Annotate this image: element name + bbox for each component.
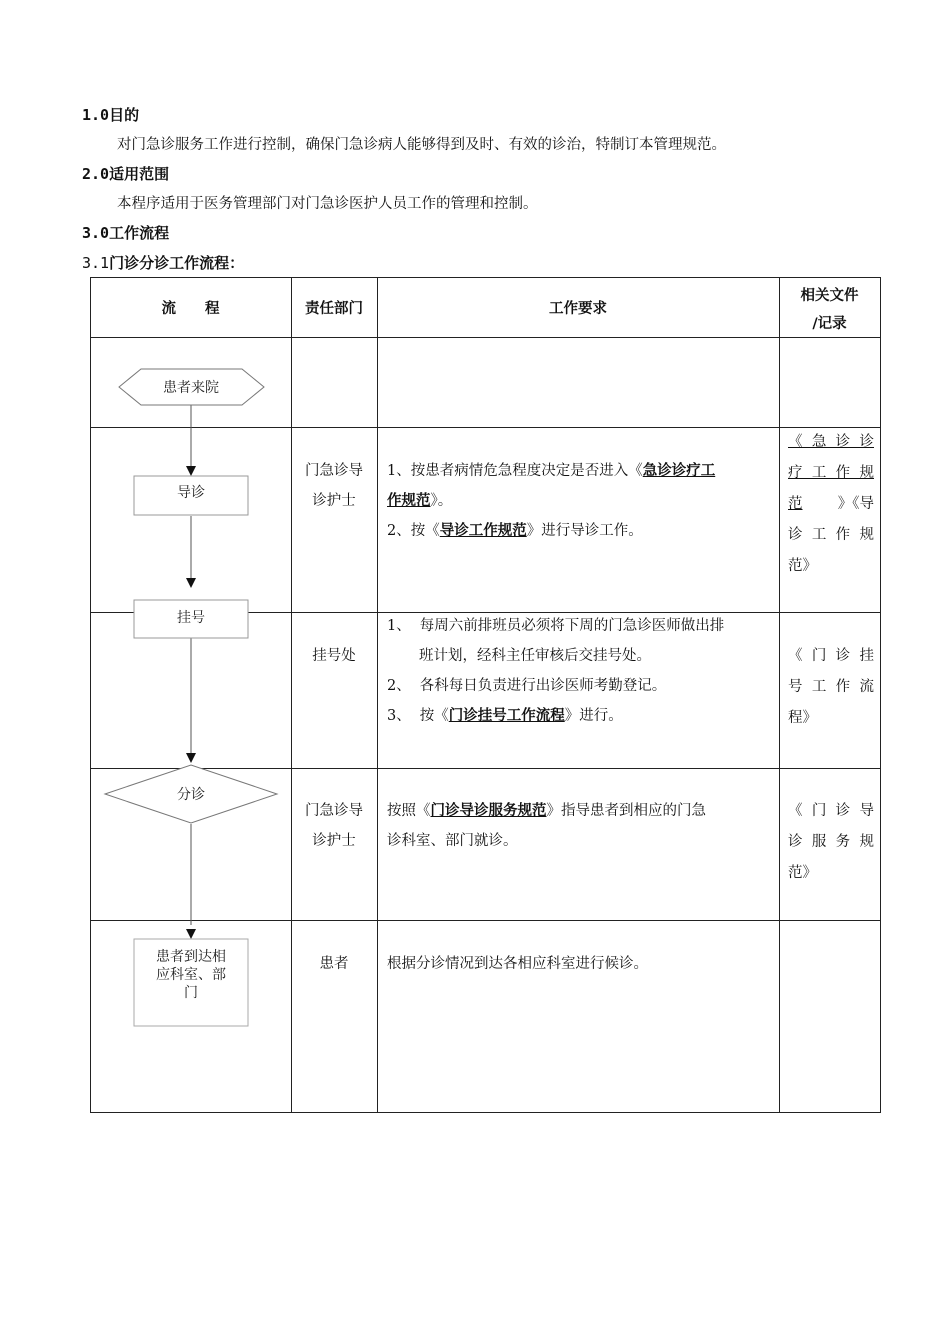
- section-number: 3.1: [82, 254, 110, 272]
- section-2-heading: [82, 163, 169, 184]
- reference-text: 》《导: [837, 496, 874, 512]
- dept-line: 诊护士: [312, 493, 356, 509]
- arrow-head: [186, 466, 196, 476]
- document-link[interactable]: 门诊挂号工作流程: [448, 708, 565, 724]
- flow-node-label: 分诊: [177, 787, 205, 803]
- requirement-item: [387, 516, 773, 546]
- row3-dept: 挂号处: [312, 648, 356, 664]
- dept-line: 门急诊导: [305, 463, 363, 479]
- document-link[interactable]: 门诊导诊服务规范: [430, 803, 547, 819]
- dept-line: 诊护士: [312, 833, 356, 849]
- table-border: [779, 277, 780, 1113]
- row4-requirements: [387, 796, 773, 856]
- reference-line[interactable]: 疗工作规: [788, 465, 874, 481]
- reference-link[interactable]: 范: [788, 496, 803, 512]
- item-number: 2、: [387, 678, 411, 694]
- header-requirements: 工作要求: [549, 301, 607, 317]
- reference-line: [788, 489, 874, 520]
- requirement-item: 诊科室、部门就诊。: [387, 833, 518, 849]
- requirement-item: [387, 671, 773, 701]
- reference-line: 《门诊挂: [788, 648, 874, 664]
- reference-line: 范》: [788, 558, 817, 574]
- header-dept: 责任部门: [305, 301, 363, 317]
- flow-node-label: 患者来院: [163, 380, 219, 396]
- section-number: 1.0: [82, 106, 110, 124]
- section-3-heading: [82, 222, 169, 243]
- reference-line: 诊服务规: [788, 834, 874, 850]
- flowchart: [90, 277, 291, 1113]
- arrow-head: [186, 929, 196, 939]
- requirement-item: [387, 701, 773, 731]
- section-title: 目的: [109, 106, 140, 124]
- requirement-item: [387, 796, 773, 826]
- reference-line: 《门诊导: [788, 803, 874, 819]
- section-1-heading: [82, 104, 139, 125]
- section-1-text: 对门急诊服务工作进行控制，确保门急诊病人能够得到及时、有效的诊治，特制订本管理规范。: [117, 137, 726, 153]
- requirement-text: 每周六前排班员必须将下周的门急诊医师做出排: [419, 618, 725, 634]
- header-flow: 流 程: [161, 301, 220, 317]
- row5-requirements: 根据分诊情况到达各相应科室进行候诊。: [387, 956, 648, 972]
- reference-line: 诊工作规: [788, 527, 874, 543]
- requirement-item: 班计划，经科主任审核后交挂号处。: [419, 648, 651, 664]
- header-references-line: /记录: [812, 316, 847, 332]
- requirement-text: 》指导患者到相应的门急: [546, 803, 706, 819]
- requirement-text: 各科每日负责进行出诊医师考勤登记。: [419, 678, 667, 694]
- requirement-item: [387, 486, 773, 516]
- item-number: 1、: [387, 618, 411, 634]
- arrow-head: [186, 578, 196, 588]
- requirement-text: 1、按患者病情危急程度决定是否进入《: [387, 463, 643, 479]
- flow-node-label: 患者到达相: [156, 949, 226, 965]
- row2-dept: [291, 456, 377, 516]
- reference-line: 号工作流: [788, 679, 874, 695]
- requirement-text: 》。: [430, 493, 453, 509]
- row2-references: [788, 427, 874, 582]
- arrow-head: [186, 753, 196, 763]
- row2-requirements: [387, 456, 773, 546]
- row5-dept: 患者: [319, 956, 349, 972]
- requirement-text: 2、按《: [387, 523, 440, 539]
- reference-line: 范》: [788, 865, 817, 881]
- requirement-text: 》进行导诊工作。: [526, 523, 643, 539]
- flow-node-label: 导诊: [177, 485, 205, 501]
- section-title: 门诊分诊工作流程：: [109, 254, 245, 272]
- subsection-3-1-heading: [82, 252, 244, 273]
- table-border: [291, 277, 292, 1113]
- section-title: 工作流程: [109, 224, 170, 242]
- table-border: [880, 277, 881, 1113]
- document-link[interactable]: 作规范: [387, 493, 431, 509]
- table-border: [377, 277, 378, 1113]
- section-number: 3.0: [82, 224, 110, 242]
- section-title: 适用范围: [109, 165, 170, 183]
- requirement-text: 》进行。: [564, 708, 623, 724]
- row3-requirements: [387, 611, 773, 731]
- workflow-table: [90, 277, 881, 1113]
- document-link[interactable]: 导诊工作规范: [439, 523, 527, 539]
- requirement-text: 按《: [419, 708, 449, 724]
- header-references-line: 相关文件: [800, 288, 859, 304]
- row3-references: [788, 641, 874, 734]
- flow-node-label: 应科室、部: [156, 967, 226, 983]
- document-link[interactable]: 急诊诊疗工: [642, 463, 716, 479]
- row4-dept: [291, 796, 377, 856]
- reference-line[interactable]: 《急诊诊: [788, 434, 874, 450]
- requirement-text: 按照《: [387, 803, 431, 819]
- item-number: 3、: [387, 708, 411, 724]
- header-references: [779, 282, 880, 338]
- row4-references: [788, 796, 874, 889]
- flow-node-label: 门: [184, 985, 198, 1001]
- section-number: 2.0: [82, 165, 110, 183]
- reference-line: 程》: [788, 710, 817, 726]
- flow-node-label: 挂号: [177, 610, 205, 626]
- requirement-item: [387, 611, 773, 641]
- section-2-text: 本程序适用于医务管理部门对门急诊医护人员工作的管理和控制。: [117, 196, 538, 212]
- requirement-item: [387, 456, 773, 486]
- dept-line: 门急诊导: [305, 803, 363, 819]
